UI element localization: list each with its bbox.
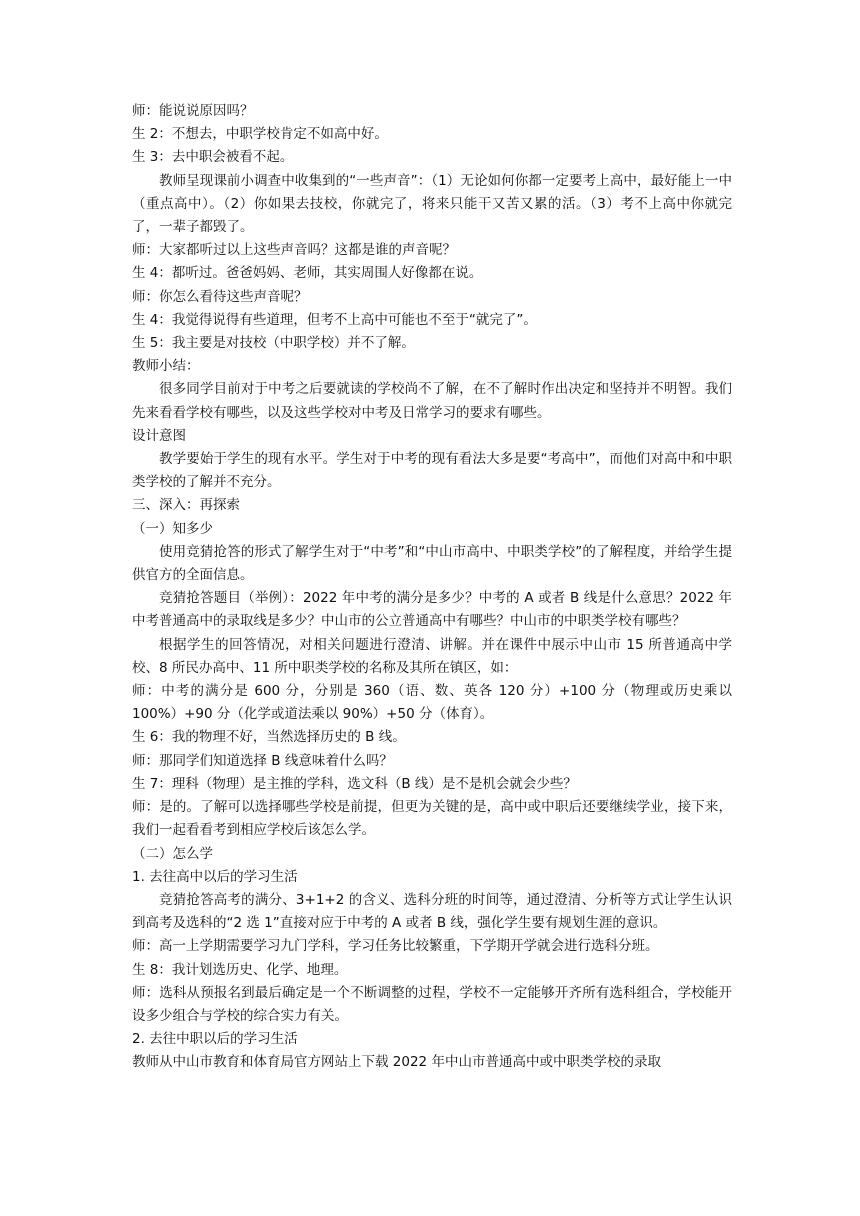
paragraph: 三、深入：再探索 <box>132 497 240 514</box>
paragraph: 师：大家都听过以上这些声音吗？这都是谁的声音呢？ <box>132 242 456 259</box>
paragraph: 教师小结： <box>132 358 200 375</box>
paragraph: 生 2：不想去，中职学校肯定不如高中好。 <box>132 126 388 143</box>
paragraph: 生 4：都听过。爸爸妈妈、老师，其实周围人好像都在说。 <box>132 265 483 282</box>
paragraph: 竞猜抢答高考的满分、3+1+2 的含义、选科分班的时间等，通过澄清、分析等方式让学生认识到高考及选科的“2 选 1”直接对应于中考的 A 或者 B 线，强化学生要有规划生涯的意识。 <box>132 891 732 932</box>
paragraph: 根据学生的回答情况，对相关问题进行澄清、讲解。并在课件中展示中山市 15 所普通高中学校、8 所民办高中、11 所中职类学校的名称及其所在镇区，如： <box>132 636 732 676</box>
paragraph: 师：是的。了解可以选择哪些学校是前提，但更为关键的是，高中或中职后还要继续学业，接下来，我们一起看看考到相应学校后该怎么学。 <box>132 799 732 839</box>
paragraph: 教学要始于学生的现有水平。学生对于中考的现有看法大多是要“考高中”，而他们对高中和中职类学校的了解并不充分。 <box>132 451 732 491</box>
paragraph: 生 6：我的物理不好，当然选择历史的 B 线。 <box>132 729 406 746</box>
paragraph: 师：中考的满分是 600 分，分别是 360（语、数、英各 120 分）+100 分（物理或历史乘以 100%）+90 分（化学或道法乘以 90%）+50 分（体育）。 <box>132 683 732 723</box>
paragraph: 师：你怎么看待这些声音呢？ <box>132 288 308 305</box>
paragraph: 师：那同学们知道选择 B 线意味着什么吗？ <box>132 752 393 769</box>
paragraph: 生 4：我觉得说得有些道理，但考不上高中可能也不至于“就完了”。 <box>132 311 537 328</box>
paragraph: （一）知多少 <box>132 520 213 537</box>
paragraph: 生 8：我计划选历史、化学、地理。 <box>132 961 348 978</box>
paragraph: （二）怎么学 <box>132 845 213 862</box>
paragraph: 很多同学目前对于中考之后要就读的学校尚不了解，在不了解时作出决定和坚持并不明智。我们先来看看学校有哪些，以及这些学校对中考及日常学习的要求有哪些。 <box>132 381 732 421</box>
paragraph: 2. 去往中职以后的学习生活 <box>132 1031 298 1048</box>
paragraph: 师：选科从预报名到最后确定是一个不断调整的过程，学校不一定能够开齐所有选科组合，学校能开设多少组合与学校的综合实力有关。 <box>132 984 732 1024</box>
paragraph: 使用竞猜抢答的形式了解学生对于“中考”和“中山市高中、中职类学校”的了解程度，并给学生提供官方的全面信息。 <box>132 543 732 584</box>
paragraph: 生 5：我主要是对技校（中职学校）并不了解。 <box>132 335 415 352</box>
paragraph: 教师从中山市教育和体育局官方网站上下载 2022 年中山市普通高中或中职类学校的录取 <box>132 1054 661 1071</box>
paragraph: 设计意图 <box>132 427 186 444</box>
paragraph: 师：能说说原因吗？ <box>132 103 254 119</box>
paragraph: 师：高一上学期需要学习九门学科，学习任务比较繁重，下学期开学就会进行选科分班。 <box>132 938 659 955</box>
document-body <box>132 100 732 1075</box>
paragraph: 竞猜抢答题目（举例）：2022 年中考的满分是多少？中考的 A 或者 B 线是什么意思？2022 年中考普通高中的录取线是多少？中山市的公立普通高中有哪些？中山市的中职类学校有哪些？ <box>132 590 732 630</box>
paragraph: 生 3：去中职会被看不起。 <box>132 149 294 166</box>
paragraph: 教师呈现课前小调查中收集到的“一些声音”：（1）无论如何你都一定要考上高中，最好能上一中（重点高中）。（2）你如果去技校，你就完了，将来只能干又苦又累的活。（3）考不上高中你就完了，一辈子都毁了。 <box>132 172 732 236</box>
paragraph: 1. 去往高中以后的学习生活 <box>132 868 298 885</box>
paragraph: 生 7：理科（物理）是主推的学科，选文科（B 线）是不是机会就会少些？ <box>132 775 577 792</box>
